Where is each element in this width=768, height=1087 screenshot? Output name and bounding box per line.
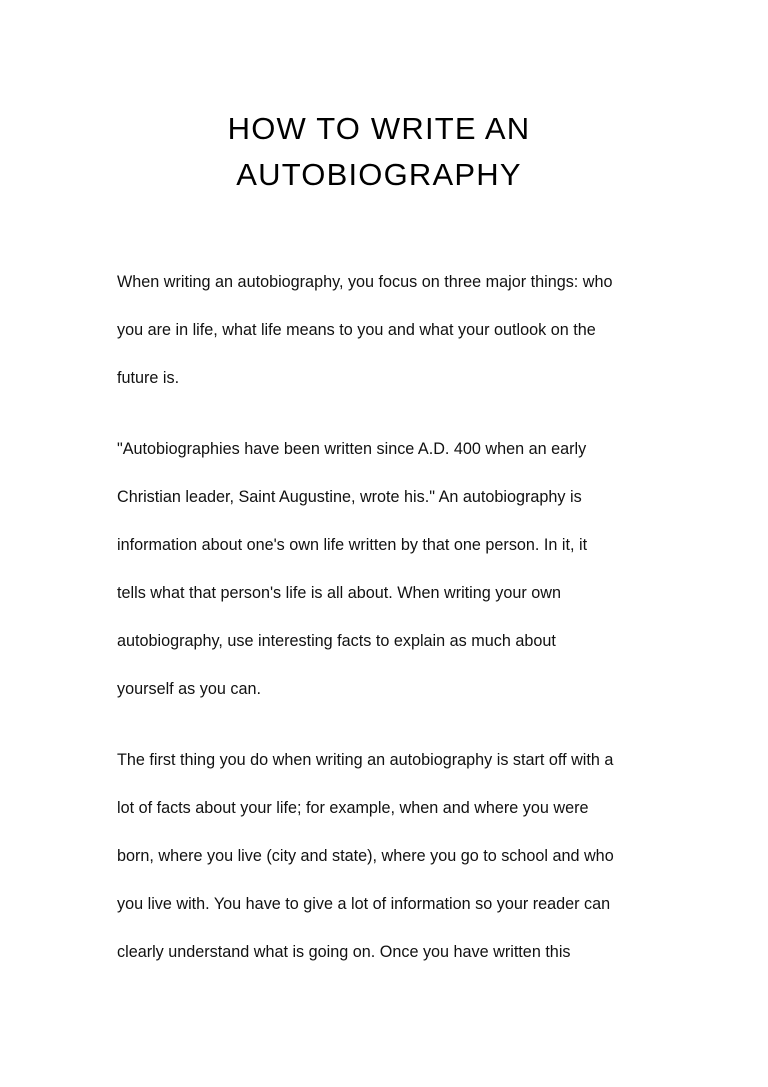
text-line: born, where you live (city and state), where you go to school and who — [117, 847, 614, 865]
text-line: you live with. You have to give a lot of information so your reader can — [117, 895, 611, 913]
paragraph-spacer — [117, 717, 677, 740]
paragraph-2 — [117, 429, 677, 717]
text-line: yourself as you can. — [117, 680, 261, 698]
document-body — [117, 262, 677, 980]
title-line-2: AUTOBIOGRAPHY — [236, 157, 522, 192]
title-line-1: HOW TO WRITE AN — [227, 111, 531, 146]
text-line: clearly understand what is going on. Once you have written this — [117, 943, 571, 961]
text-line: information about one's own life written by that one person. In it, it — [117, 536, 588, 554]
paragraph-3 — [117, 740, 677, 980]
text-line: Christian leader, Saint Augustine, wrote his." An autobiography is — [117, 488, 582, 506]
paragraph-spacer — [117, 406, 677, 429]
text-line: lot of facts about your life; for example, when and where you were — [117, 799, 589, 817]
paragraph-1 — [117, 262, 677, 406]
text-line: autobiography, use interesting facts to explain as much about — [117, 632, 556, 650]
text-line: tells what that person's life is all about. When writing your own — [117, 584, 561, 602]
text-line: "Autobiographies have been written since A.D. 400 when an early — [117, 440, 587, 458]
document-title — [0, 106, 768, 198]
text-line: future is. — [117, 369, 180, 387]
text-line: you are in life, what life means to you and what your outlook on the — [117, 321, 596, 339]
text-line: The first thing you do when writing an autobiography is start off with a — [117, 751, 614, 769]
text-line: When writing an autobiography, you focus on three major things: who — [117, 273, 613, 291]
